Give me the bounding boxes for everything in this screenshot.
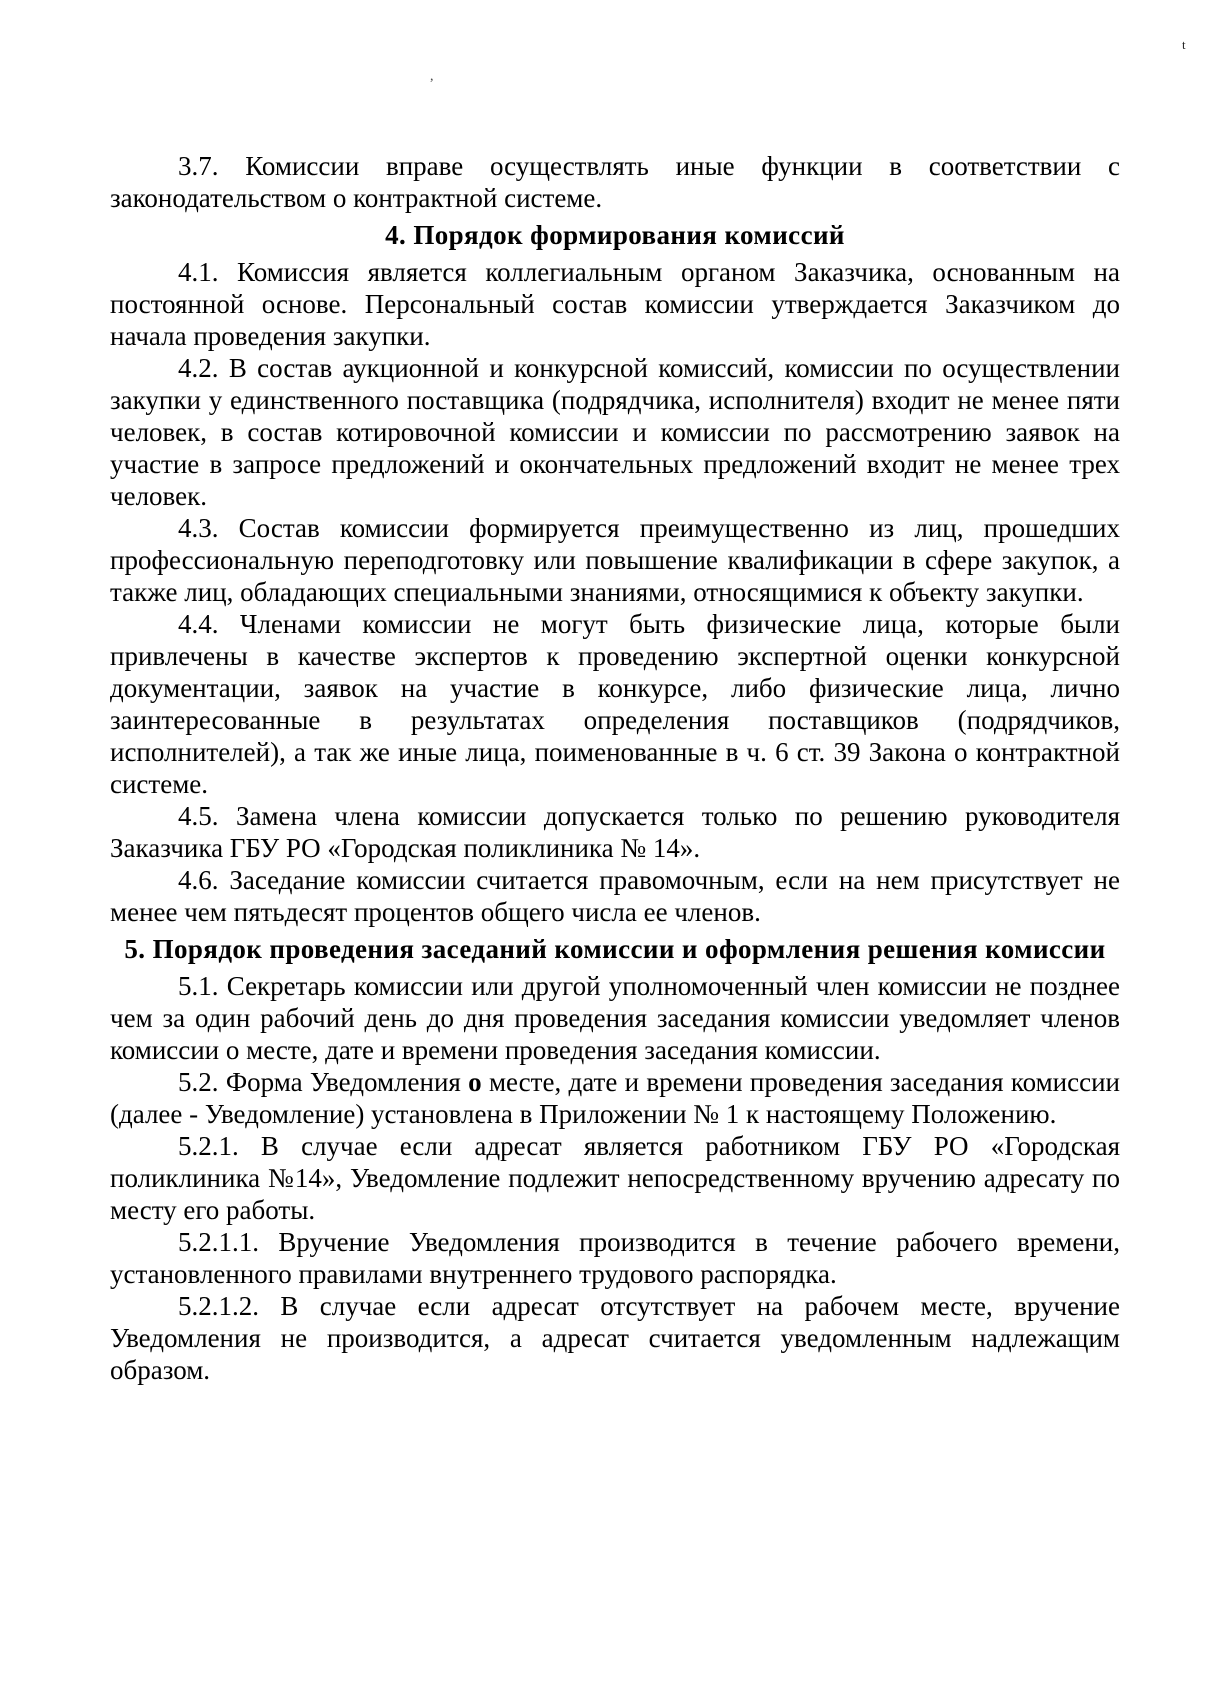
text-run: 4.5. Замена члена комиссии допускается только по решению руководителя Заказчика ГБУ РО «Городская поликлиника № 14».: [110, 801, 1120, 863]
text-run: месте, дате и времени проведения заседания комиссии (далее - Уведомление) установлена в Приложении № 1 к настоящему Положению.: [110, 1067, 1120, 1129]
paragraph: [110, 864, 1120, 928]
paragraph: [110, 512, 1120, 608]
text-run: 3.7. Комиссии вправе осуществлять иные функции в соответствии с законодательством о контрактной системе.: [110, 151, 1120, 213]
paragraph: [110, 608, 1120, 800]
section-heading: [110, 219, 1120, 251]
paragraph: [110, 1130, 1120, 1226]
text-run: 4.4. Членами комиссии не могут быть физические лица, которые были привлечены в качестве экспертов к проведению экспертной оценки конкурсной документации, заявок на участие в конкурсе, либо физические лица, лично заинтересованные в результатах определения поставщиков (подрядчиков, исполнителей), а так же иные лица, поименованные в ч. 6 ст. 39 Закона о контрактной системе.: [110, 609, 1120, 799]
paragraph: [110, 970, 1120, 1066]
paragraph: [110, 800, 1120, 864]
document-body: [110, 150, 1120, 1386]
text-run-bold: о: [468, 1067, 482, 1097]
text-run: 5. Порядок проведения заседаний комиссии и оформления решения комиссии: [124, 934, 1106, 964]
text-run: 4.2. В состав аукционной и конкурсной комиссий, комиссии по осуществлении закупки у единственного поставщика (подрядчика, исполнителя) входит не менее пяти человек, в состав котировочной комиссии и комиссии по рассмотрению заявок на участие в запросе предложений и окончательных предложений входит не менее трех человек.: [110, 353, 1120, 511]
paragraph: [110, 150, 1120, 214]
text-run: 4.6. Заседание комиссии считается правомочным, если на нем присутствует не менее чем пятьдесят процентов общего числа ее членов.: [110, 865, 1120, 927]
text-run: 5.2. Форма Уведомления: [178, 1067, 469, 1097]
text-run: 4. Порядок формирования комиссий: [385, 220, 845, 250]
scan-speck-upper-left: ,: [430, 69, 434, 84]
paragraph: [110, 352, 1120, 512]
text-run: 5.2.1. В случае если адресат является работником ГБУ РО «Городская поликлиника №14», Уведомление подлежит непосредственному вручению адресату по месту его работы.: [110, 1131, 1120, 1225]
text-run: 4.1. Комиссия является коллегиальным органом Заказчика, основанным на постоянной основе. Персональный состав комиссии утверждается Заказчиком до начала проведения закупки.: [110, 257, 1120, 351]
paragraph: [110, 256, 1120, 352]
section-heading: [110, 933, 1120, 965]
paragraph: [110, 1226, 1120, 1290]
paragraph: [110, 1066, 1120, 1130]
text-run: 5.2.1.2. В случае если адресат отсутствует на рабочем месте, вручение Уведомления не производится, а адресат считается уведомленным надлежащим образом.: [110, 1291, 1120, 1385]
paragraph: [110, 1290, 1120, 1386]
scan-speck-top-right: t: [1182, 37, 1186, 52]
text-run: 5.1. Секретарь комиссии или другой уполномоченный член комиссии не позднее чем за один рабочий день до дня проведения заседания комиссии уведомляет членов комиссии о месте, дате и времени проведения заседания комиссии.: [110, 971, 1120, 1065]
text-run: 5.2.1.1. Вручение Уведомления производится в течение рабочего времени, установленного правилами внутреннего трудового распорядка.: [110, 1227, 1120, 1289]
text-run: 4.3. Состав комиссии формируется преимущественно из лиц, прошедших профессиональную переподготовку или повышение квалификации в сфере закупок, а также лиц, обладающих специальными знаниями, относящимися к объекту закупки.: [110, 513, 1120, 607]
